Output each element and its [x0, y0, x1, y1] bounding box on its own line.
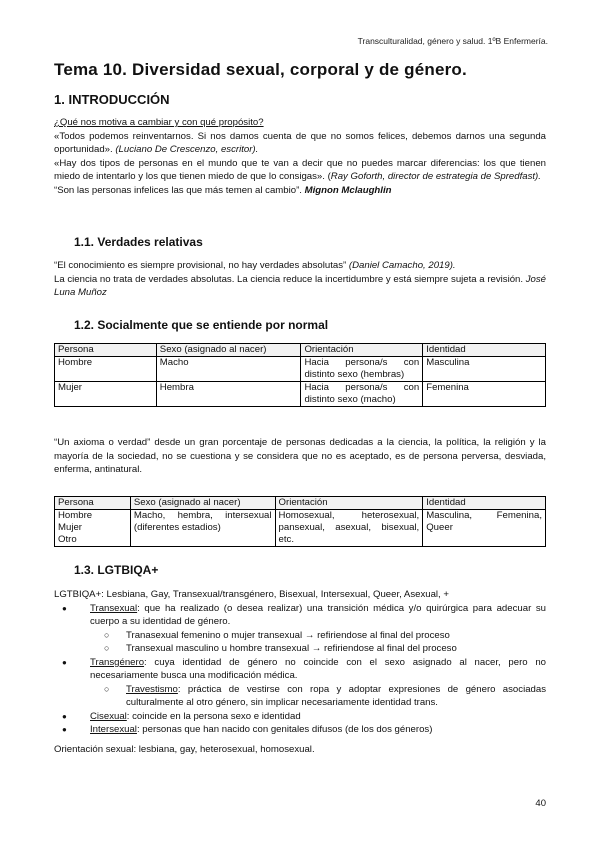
table-row	[55, 510, 546, 547]
running-header: Transculturalidad, género y salud. 1ºB Enfermería.	[357, 36, 548, 46]
table-cell: Hacia persona/s con distinto sexo (hembras)	[301, 357, 423, 382]
table-header-cell: Persona	[55, 497, 131, 510]
list-item: ○ Transexual masculino u hombre transexual → refiriendose al final del proceso	[54, 642, 546, 656]
list-item: ○ Travestismo: práctica de vestirse con ropa y adoptar expresiones de género asociadas culturalmente al otro género, sin implicar necesariamente identidad trans.	[54, 683, 546, 710]
table-header-cell: Sexo (asignado al nacer)	[156, 344, 301, 357]
section-heading-normal: 1.2. Socialmente que se entiende por normal	[74, 318, 329, 332]
table-header-cell: Orientación	[301, 344, 423, 357]
axioma-block	[54, 436, 546, 477]
list-item: ● Cisexual: coincide en la persona sexo e identidad	[54, 710, 546, 724]
lgtbiqa-block	[54, 588, 546, 756]
list-item: ● Transgénero: cuya identidad de género no coincide con el sexo asignado al nacer, pero no necesariamente busca una modificación médica. ○ Travestismo: práctica de vestirse con ropa y adoptar expresiones de género asociadas culturalmente al otro género, sin implicar necesariamente identidad trans.	[54, 656, 546, 710]
table-header-row	[55, 344, 546, 357]
table-header-cell: Persona	[55, 344, 157, 357]
table-cell-orientacion: Homosexual, heterosexual, pansexual, asexual, bisexual, etc.	[275, 510, 423, 547]
table-header-cell: Orientación	[275, 497, 423, 510]
verdades-block	[54, 259, 546, 300]
section-heading-intro: 1. INTRODUCCIÓN	[54, 92, 170, 107]
section-heading-verdades: 1.1. Verdades relativas	[74, 235, 203, 249]
orientation-line: Orientación sexual: lesbiana, gay, heterosexual, homosexual.	[54, 743, 315, 755]
table-diversity	[54, 496, 546, 547]
table-row	[55, 382, 546, 407]
verdades-paragraph: La ciencia no trata de verdades absolutas. La ciencia reduce la incertidumbre y está siempre sujeta a revisión. José Luna Muñoz	[54, 273, 546, 298]
page-title: Tema 10. Diversidad sexual, corporal y de género.	[54, 60, 467, 79]
table-cell: Hacia persona/s con distinto sexo (macho)	[301, 382, 423, 407]
intro-block	[54, 116, 546, 197]
table-cell: Macho	[156, 357, 301, 382]
table-cell-sexo: Macho, hembra, intersexual (diferentes estadios)	[130, 510, 275, 547]
quote-3: “Son las personas infelices las que más temen al cambio”. Mignon Mclaughlin	[54, 184, 392, 196]
table-header-row	[55, 497, 546, 510]
table-row	[55, 357, 546, 382]
verdades-quote: “El conocimiento es siempre provisional, no hay verdades absolutas” (Daniel Camacho, 2019).	[54, 260, 456, 271]
quote-1: «Todos podemos reinventarnos. Si nos damos cuenta de que no somos felices, debemos darnos una segunda oportunidad». (Luciano De Crescenzo, escritor).	[54, 130, 546, 155]
list-item: ● Intersexual: personas que han nacido con genitales difusos (de los dos géneros)	[54, 723, 546, 737]
sub-list	[54, 629, 546, 656]
definition-list	[54, 602, 546, 737]
table-cell: Mujer	[55, 382, 157, 407]
quote-2: «Hay dos tipos de personas en el mundo que te van a decir que no puedes marcar diferencias: los que tienen miedo de intentarlo y los que tienen miedo de que lo consigas». (Ray Goforth, director de estrategia de Spredfast).	[54, 157, 546, 182]
page-number: 40	[535, 798, 546, 809]
table-header-cell: Identidad	[423, 497, 546, 510]
list-item: ● Transexual: que ha realizado (o desea realizar) una transición médica y/o quirúrgica para adecuar su cuerpo a su identidad de género. ○ Tranasexual femenino o mujer transexual → refiriendose al final del proceso ○ Transexual masculino u hombre transexual → refiriendose al final del proceso	[54, 602, 546, 656]
table-normal	[54, 343, 546, 407]
table-cell-persona: Hombre Mujer Otro	[55, 510, 131, 547]
intro-question: ¿Qué nos motiva a cambiar y con qué propósito?	[54, 117, 264, 128]
table-header-cell: Identidad	[423, 344, 546, 357]
table-cell: Hembra	[156, 382, 301, 407]
table-cell: Hombre	[55, 357, 157, 382]
table-header-cell: Sexo (asignado al nacer)	[130, 497, 275, 510]
table-cell: Femenina	[423, 382, 546, 407]
list-item: ○ Tranasexual femenino o mujer transexual → refiriendose al final del proceso	[54, 629, 546, 643]
sub-list	[54, 683, 546, 710]
lgtbiqa-intro: LGTBIQA+: Lesbiana, Gay, Transexual/transgénero, Bisexual, Intersexual, Queer, Asexual, +	[54, 589, 449, 600]
table-cell: Masculina	[423, 357, 546, 382]
section-heading-lgtbiqa: 1.3. LGTBIQA+	[74, 563, 159, 577]
table-cell-identidad: Masculina, Femenina, Queer	[423, 510, 546, 547]
axioma-paragraph: “Un axioma o verdad” desde un gran porcentaje de personas dedicadas a la ciencia, la política, la religión y la mayoría de la sociedad, no se cuestiona y se considera que no es aceptado, es de persona perversa, desviada, enferma, antinatural.	[54, 437, 546, 475]
